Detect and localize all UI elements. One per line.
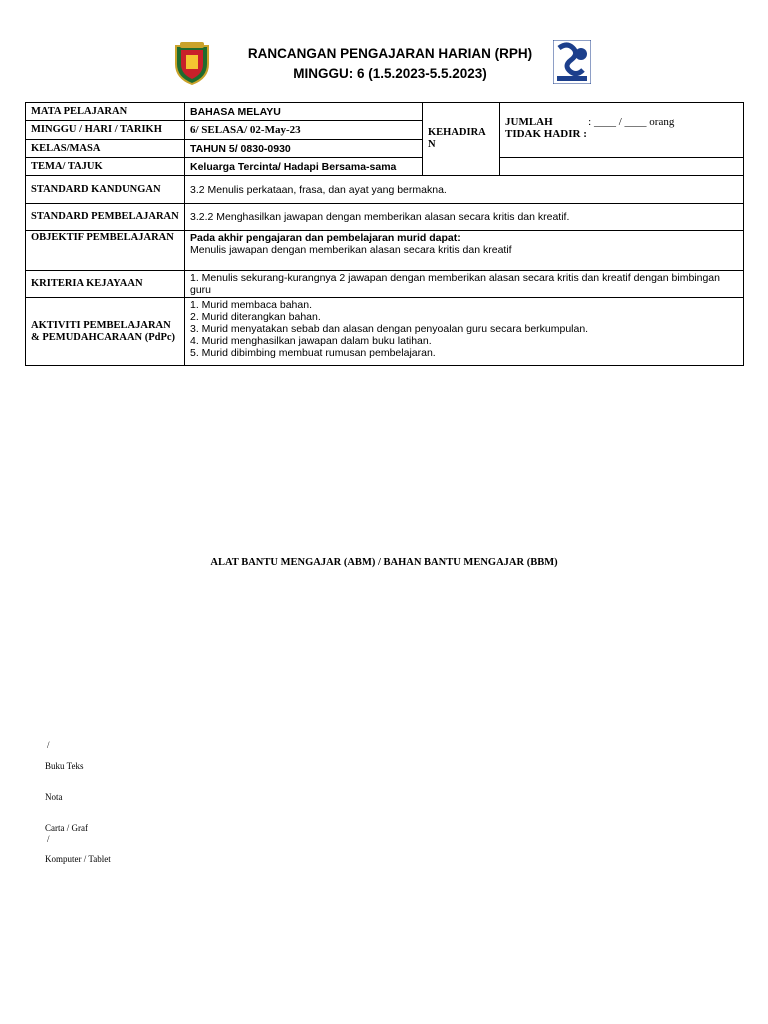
kriteria-label: KRITERIA KEJAYAAN [26, 271, 185, 298]
school-crest-logo [172, 40, 212, 85]
objektif-label: OBJEKTIF PEMBELAJARAN [26, 231, 185, 271]
mata-pelajaran-label: MATA PELAJARAN [26, 103, 185, 121]
list-item: 4. Murid menghasilkan jawapan dalam buku latihan. [190, 335, 432, 347]
tidak-hadir-value: : [583, 128, 587, 140]
minggu-label: MINGGU / HARI / TARIKH [26, 121, 185, 140]
tidak-hadir-label: TIDAK HADIR [505, 128, 581, 140]
jumlah-label: JUMLAH [505, 116, 553, 128]
abm-item-nota: Nota [45, 792, 63, 802]
minggu-value: 6/ SELASA/ 02-May-23 [185, 121, 423, 140]
kelas-label: KELAS/MASA [26, 140, 185, 158]
abm-item-buku-teks: Buku Teks [45, 761, 84, 771]
kehadiran-label: KEHADIRA N [423, 103, 500, 176]
jumlah-value: : ____ / ____ orang [588, 116, 675, 128]
list-item: 1. Murid membaca bahan. [190, 299, 312, 311]
title-line-2: MINGGU: 6 (1.5.2023-5.5.2023) [293, 66, 487, 81]
lesson-plan-table [25, 102, 744, 366]
sk-label: STANDARD KANDUNGAN [26, 176, 185, 204]
sp-value: 3.2.2 Menghasilkan jawapan dengan memberikan alasan secara kritis dan kreatif. [185, 204, 744, 231]
table-row [26, 298, 744, 366]
table-row [26, 103, 744, 121]
table-row [26, 271, 744, 298]
sp-label: STANDARD PEMBELAJARAN [26, 204, 185, 231]
aktiviti-label: AKTIVITI PEMBELAJARAN & PEMUDAHCARAAN (PdPc) [26, 298, 185, 366]
sk-value: 3.2 Menulis perkataan, frasa, dan ayat yang bermakna. [185, 176, 744, 204]
jumlah-line [505, 116, 738, 128]
check-mark: / [47, 834, 50, 844]
table-row [26, 158, 744, 176]
table-row [26, 204, 744, 231]
list-item: 3. Murid menyatakan sebab dan alasan dengan penyoalan guru secara berkumpulan. [190, 323, 589, 335]
tidak-hadir-line [505, 128, 738, 140]
objektif-intro: Pada akhir pengajaran dan pembelajaran murid dapat: [190, 232, 461, 244]
abm-heading: ALAT BANTU MENGAJAR (ABM) / BAHAN BANTU MENGAJAR (BBM) [210, 557, 558, 568]
objektif-cell [185, 231, 744, 271]
list-item: 5. Murid dibimbing membuat rumusan pembelajaran. [190, 347, 436, 359]
table-row [26, 176, 744, 204]
check-mark: / [47, 740, 50, 750]
anniversary-logo [553, 40, 591, 84]
aktiviti-list [185, 298, 744, 366]
mata-pelajaran-value: BAHASA MELAYU [185, 103, 423, 121]
page-header [0, 40, 768, 90]
page-title [230, 44, 550, 84]
kelas-value: TAHUN 5/ 0830-0930 [185, 140, 423, 158]
kriteria-value: 1. Menulis sekurang-kurangnya 2 jawapan dengan memberikan alasan secara kritis dan kreatif dengan bimbingan guru [185, 271, 744, 298]
table-row [26, 231, 744, 271]
empty-cell [500, 158, 744, 176]
kehadiran-box [500, 103, 744, 158]
objektif-value: Menulis jawapan dengan memberikan alasan secara kritis dan kreatif [190, 244, 512, 256]
title-line-1: RANCANGAN PENGAJARAN HARIAN (RPH) [247, 46, 533, 61]
list-item: 2. Murid diterangkan bahan. [190, 311, 321, 323]
abm-item-komputer-tablet: Komputer / Tablet [45, 854, 111, 864]
tema-value: Keluarga Tercinta/ Hadapi Bersama-sama [185, 158, 423, 176]
tema-label: TEMA/ TAJUK [26, 158, 185, 176]
abm-item-carta-graf: Carta / Graf [45, 823, 88, 833]
